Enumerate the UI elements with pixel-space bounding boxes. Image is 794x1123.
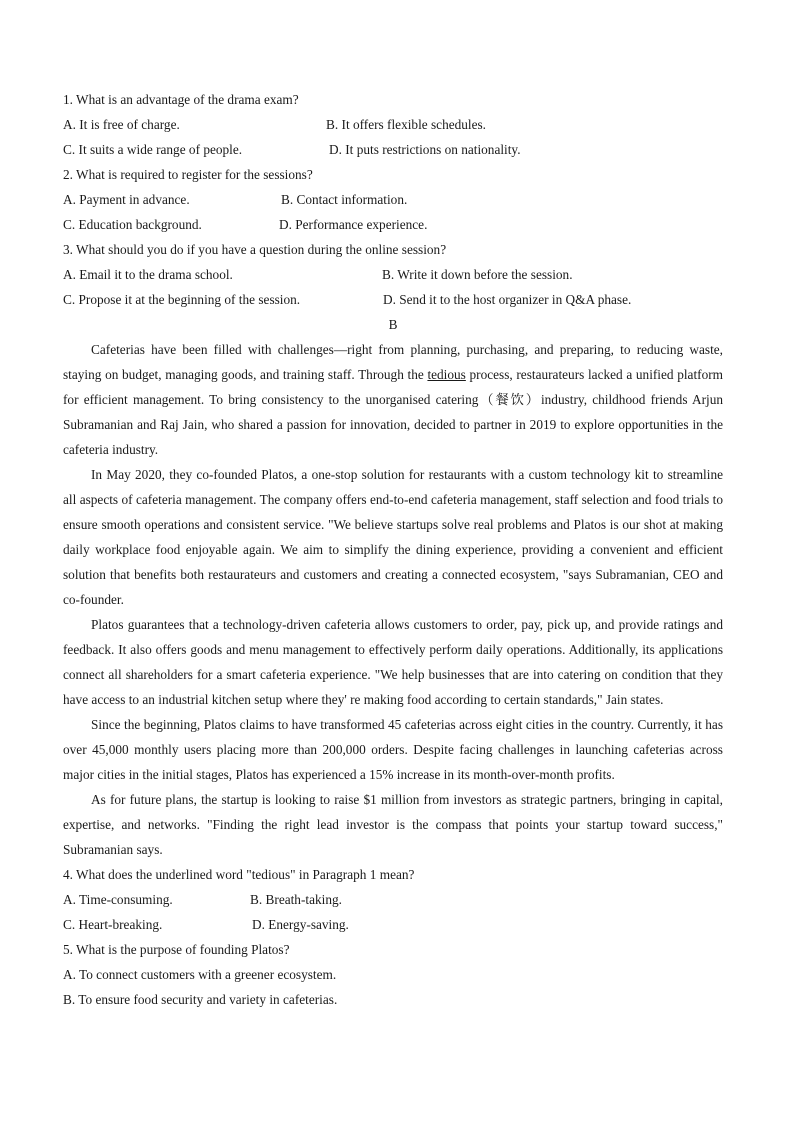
paragraph-1-part-1: Cafeterias have been filled with challenges—right from planning, purchasing, and preparing, to reducing waste, staying on budget, managing goods, and training staff. Through the (63, 342, 723, 382)
exam-page (63, 87, 723, 1012)
question-2-option-c: C. Education background. (63, 217, 202, 232)
question-3-option-c: C. Propose it at the beginning of the session. (63, 292, 301, 307)
question-1-options-row-1 (63, 112, 723, 137)
question-3-option-d: D. Send it to the host organizer in Q&A phase. (383, 292, 632, 307)
question-5-option-a: A. To connect customers with a greener ecosystem. (63, 967, 337, 982)
question-2-options-row-1 (63, 187, 723, 212)
question-1-options-row-2 (63, 137, 723, 162)
question-3-option-b: B. Write it down before the session. (382, 267, 573, 282)
question-2-option-d: D. Performance experience. (279, 217, 428, 232)
question-4-option-b: B. Breath-taking. (250, 892, 342, 907)
question-2-options-row-2 (63, 212, 723, 237)
passage-paragraph-3: Platos guarantees that a technology-driven cafeteria allows customers to order, pay, pick up, and provide ratings and feedback. It also offers goods and menu management to effectively perform daily operations. Additionally, its applications connect all shareholders for a smart cafeteria experience. "We help businesses that are into catering on condition that they have access to an industrial kitchen setup where they' re making food according to certain standards," Jain states. (63, 617, 723, 707)
question-4-options-row-2 (63, 912, 723, 937)
question-4-option-c: C. Heart-breaking. (63, 917, 163, 932)
question-1-option-b: B. It offers flexible schedules. (326, 117, 487, 132)
passage-paragraph-2: In May 2020, they co-founded Platos, a one-stop solution for restaurants with a custom technology kit to streamline all aspects of cafeteria management. The company offers end-to-end cafeteria management, staff selection and food trials to ensure smooth operations and consistent service. "We believe startups solve real problems and Platos is our shot at making daily workplace food enjoyable again. We aim to simplify the dining experience, providing a convenient and efficient solution that benefits both restaurateurs and customers and creating a connected ecosystem, "says Subramanian, CEO and co-founder. (63, 467, 723, 607)
question-3-options-row-1 (63, 262, 723, 287)
question-1-option-a: A. It is free of charge. (63, 117, 180, 132)
question-4-option-a: A. Time-consuming. (63, 892, 173, 907)
question-5-option-b: B. To ensure food security and variety in cafeterias. (63, 992, 338, 1007)
question-1: 1. What is an advantage of the drama exam? (63, 92, 299, 107)
question-1-option-c: C. It suits a wide range of people. (63, 142, 243, 157)
question-4-options-row-1 (63, 887, 723, 912)
question-2-option-a: A. Payment in advance. (63, 192, 190, 207)
question-3: 3. What should you do if you have a question during the online session? (63, 242, 447, 257)
passage-paragraph-1 (63, 337, 723, 462)
question-1-option-d: D. It puts restrictions on nationality. (329, 142, 521, 157)
question-4: 4. What does the underlined word "tedious" in Paragraph 1 mean? (63, 867, 415, 882)
passage-paragraph-4: Since the beginning, Platos claims to have transformed 45 cafeterias across eight cities in the country. Currently, it has over 45,000 monthly users placing more than 200,000 orders. Despite facing challenges in launching cafeterias across major cities in the initial stages, Platos has experienced a 15% increase in its month-over-month profits. (63, 717, 723, 782)
question-2-option-b: B. Contact information. (281, 192, 408, 207)
question-2: 2. What is required to register for the sessions? (63, 167, 313, 182)
question-3-option-a: A. Email it to the drama school. (63, 267, 233, 282)
section-heading: B (388, 317, 398, 332)
question-5: 5. What is the purpose of founding Platos? (63, 942, 290, 957)
question-4-option-d: D. Energy-saving. (252, 917, 349, 932)
paragraph-1-part-2: process, restaurateurs lacked a unified platform for efficient management. To bring consistency to the unorganised catering（餐饮）industry, childhood friends Arjun Subramanian and Raj Jain, who shared a passion for innovation, decided to partner in 2019 to explore opportunities in the cafeteria industry. (63, 367, 724, 457)
question-3-options-row-2 (63, 287, 723, 312)
passage-paragraph-5: As for future plans, the startup is looking to raise $1 million from investors as strategic partners, bringing in capital, expertise, and networks. "Finding the right lead investor is the compass that points your startup toward success," Subramanian says. (63, 792, 723, 857)
underlined-word: tedious (427, 367, 466, 382)
